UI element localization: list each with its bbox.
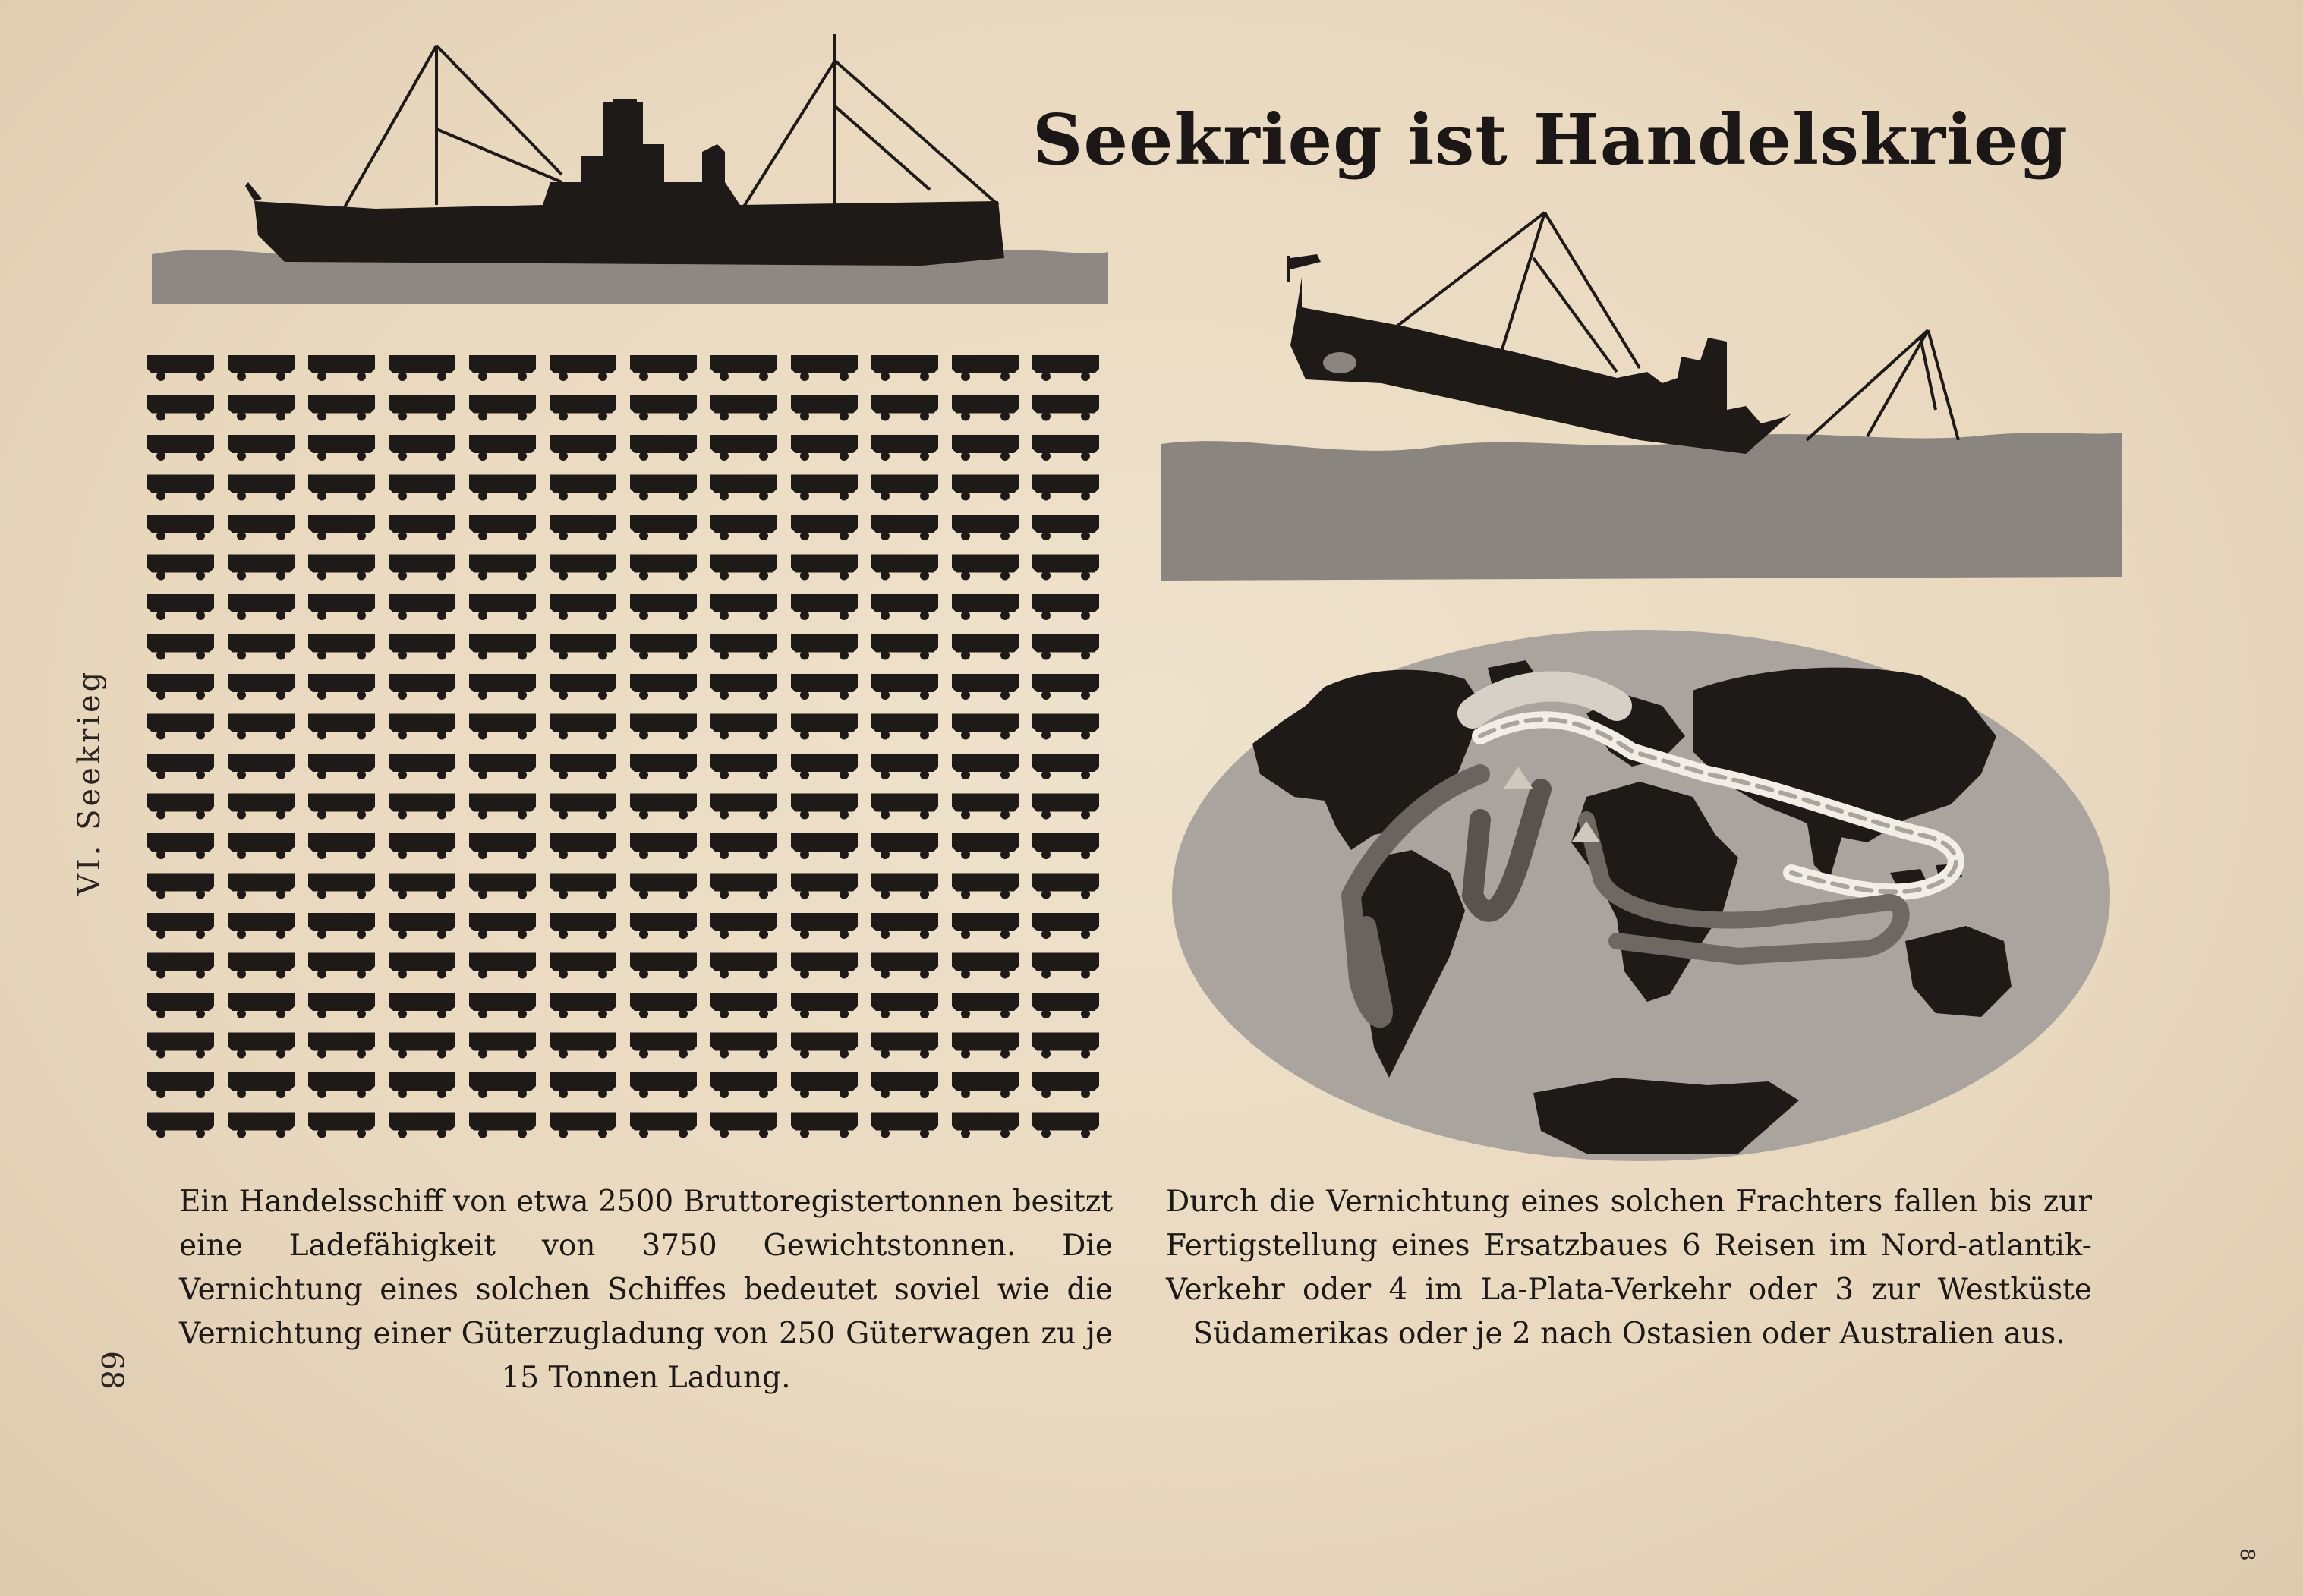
freight-wagon-icon bbox=[630, 515, 697, 540]
freight-wagon-icon bbox=[630, 874, 697, 899]
freight-wagon-icon bbox=[147, 634, 214, 660]
freight-wagon-icon bbox=[791, 794, 858, 820]
freight-wagon-icon bbox=[1032, 1033, 1099, 1059]
freight-wagon-icon bbox=[710, 953, 777, 979]
freight-wagon-icon bbox=[791, 754, 858, 779]
freight-wagon-icon bbox=[469, 395, 536, 421]
world-map-routes bbox=[1161, 622, 2122, 1169]
freight-wagon-icon bbox=[147, 714, 214, 740]
freight-wagon-icon bbox=[228, 555, 295, 581]
freight-wagon-icon bbox=[791, 913, 858, 939]
freight-wagon-icon bbox=[308, 913, 375, 939]
freight-wagon-icon bbox=[550, 674, 616, 700]
freight-wagon-icon bbox=[550, 594, 616, 620]
freight-wagon-icon bbox=[228, 515, 295, 540]
freight-wagon-icon bbox=[228, 435, 295, 461]
freight-wagon-icon bbox=[469, 634, 536, 660]
freight-wagon-icon bbox=[710, 594, 777, 620]
freight-wagon-icon bbox=[952, 1033, 1019, 1059]
freight-wagon-icon bbox=[469, 874, 536, 899]
freight-wagon-icon bbox=[147, 1072, 214, 1098]
freight-wagon-icon bbox=[550, 395, 616, 421]
freight-wagon-icon bbox=[710, 754, 777, 779]
section-label: VI. Seekrieg bbox=[72, 669, 107, 896]
freight-wagon-icon bbox=[1032, 1113, 1099, 1138]
freight-wagon-icon bbox=[871, 634, 938, 660]
freight-wagon-icon bbox=[1032, 435, 1099, 461]
freight-wagon-icon bbox=[147, 674, 214, 700]
freight-wagon-icon bbox=[952, 714, 1019, 740]
freight-wagon-icon bbox=[389, 714, 455, 740]
freight-wagon-icon bbox=[791, 475, 858, 501]
freight-wagon-icon bbox=[1032, 475, 1099, 501]
freight-wagon-icon bbox=[389, 993, 455, 1018]
freight-wagon-icon bbox=[389, 1033, 455, 1059]
freight-wagon-icon bbox=[308, 993, 375, 1018]
freight-wagon-icon bbox=[952, 555, 1019, 581]
freight-wagon-icon bbox=[710, 355, 777, 381]
freight-wagon-icon bbox=[710, 475, 777, 501]
freight-wagon-icon bbox=[550, 435, 616, 461]
freight-wagon-icon bbox=[308, 594, 375, 620]
freight-wagon-icon bbox=[871, 395, 938, 421]
freight-wagon-icon bbox=[1032, 794, 1099, 820]
freight-wagon-icon bbox=[630, 1072, 697, 1098]
freight-wagon-icon bbox=[630, 475, 697, 501]
freight-wagon-icon bbox=[1032, 355, 1099, 381]
freight-wagon-icon bbox=[710, 833, 777, 859]
freight-wagon-icon bbox=[147, 833, 214, 859]
freight-wagon-icon bbox=[389, 555, 455, 581]
freight-wagon-icon bbox=[147, 953, 214, 979]
freight-wagon-icon bbox=[147, 555, 214, 581]
freight-wagon-icon bbox=[469, 1033, 536, 1059]
freight-wagon-icon bbox=[952, 355, 1019, 381]
freight-wagon-icon bbox=[389, 794, 455, 820]
freight-wagon-icon bbox=[630, 1113, 697, 1138]
freight-wagon-icon bbox=[308, 634, 375, 660]
freight-wagon-icon bbox=[469, 833, 536, 859]
freight-wagon-icon bbox=[389, 594, 455, 620]
freight-wagon-icon bbox=[710, 395, 777, 421]
freight-wagon-icon bbox=[791, 1033, 858, 1059]
freight-wagon-icon bbox=[147, 754, 214, 779]
freight-wagon-icon bbox=[630, 355, 697, 381]
freight-wagon-icon bbox=[550, 1033, 616, 1059]
freight-wagon-icon bbox=[308, 1113, 375, 1138]
freight-wagon-icon bbox=[1032, 395, 1099, 421]
freight-wagon-icon bbox=[710, 634, 777, 660]
page-title: Seekrieg ist Handelskrieg bbox=[1032, 99, 2068, 181]
freight-wagon-icon bbox=[308, 435, 375, 461]
freight-wagon-icon bbox=[308, 555, 375, 581]
freight-wagon-icon bbox=[871, 435, 938, 461]
freight-wagon-icon bbox=[389, 833, 455, 859]
freight-wagon-icon bbox=[550, 874, 616, 899]
freight-wagon-icon bbox=[630, 555, 697, 581]
freight-wagon-icon bbox=[871, 794, 938, 820]
freight-wagon-icon bbox=[469, 953, 536, 979]
freight-wagon-icon bbox=[469, 674, 536, 700]
freight-wagon-icon bbox=[389, 674, 455, 700]
freight-wagon-icon bbox=[871, 714, 938, 740]
freight-wagon-icon bbox=[630, 714, 697, 740]
freight-wagon-icon bbox=[228, 953, 295, 979]
freight-wagon-icon bbox=[710, 1113, 777, 1138]
freight-wagon-icon bbox=[228, 794, 295, 820]
freight-wagon-icon bbox=[1032, 993, 1099, 1018]
freight-wagon-icon bbox=[630, 913, 697, 939]
freight-wagon-icon bbox=[147, 355, 214, 381]
freight-wagon-icon bbox=[871, 993, 938, 1018]
freight-wagon-icon bbox=[952, 515, 1019, 540]
freight-wagon-icon bbox=[710, 874, 777, 899]
freight-wagon-icon bbox=[550, 355, 616, 381]
freight-wagon-icon bbox=[952, 1072, 1019, 1098]
freight-wagon-icon bbox=[710, 714, 777, 740]
freight-wagon-icon bbox=[791, 355, 858, 381]
freight-wagon-icon bbox=[147, 874, 214, 899]
freight-wagon-icon bbox=[710, 674, 777, 700]
freight-wagon-icon bbox=[550, 475, 616, 501]
freight-wagon-icon bbox=[308, 1033, 375, 1059]
freight-wagon-icon bbox=[228, 594, 295, 620]
freight-wagon-icon bbox=[469, 355, 536, 381]
freight-wagon-icon bbox=[228, 714, 295, 740]
freight-wagon-icon bbox=[228, 913, 295, 939]
caption-lost-voyages: Durch die Vernichtung eines solchen Frachters fallen bis zur Fertigstellung eines Ersatzbaues 6 Reisen im Nord-atlantik-Verkehr oder 4 im La-Plata-Verkehr oder 3 zur Westküste Südamerikas oder je 2 nach Ostasien oder Australien aus. bbox=[1166, 1185, 2092, 1351]
freight-wagon-icon bbox=[228, 833, 295, 859]
freight-wagon-icon bbox=[791, 1072, 858, 1098]
freight-wagon-icon bbox=[308, 874, 375, 899]
freight-wagon-icon bbox=[952, 594, 1019, 620]
freight-wagon-icon bbox=[1032, 634, 1099, 660]
freight-wagon-icon bbox=[308, 355, 375, 381]
freight-wagon-icon bbox=[710, 515, 777, 540]
freight-wagon-icon bbox=[469, 435, 536, 461]
freight-wagon-icon bbox=[228, 475, 295, 501]
freight-wagon-icon bbox=[710, 435, 777, 461]
freight-wagon-icon bbox=[308, 794, 375, 820]
freight-wagon-icon bbox=[389, 1113, 455, 1138]
freight-wagon-icon bbox=[228, 1072, 295, 1098]
freight-wagon-icon bbox=[952, 435, 1019, 461]
freight-wagon-icon bbox=[791, 674, 858, 700]
freight-wagon-icon bbox=[469, 1072, 536, 1098]
freight-wagon-icon bbox=[1032, 515, 1099, 540]
freight-wagon-icon bbox=[389, 515, 455, 540]
freight-wagon-icon bbox=[308, 1072, 375, 1098]
freight-wagon-icon bbox=[710, 794, 777, 820]
sinking-ship-hull bbox=[1290, 277, 1791, 454]
freight-wagon-icon bbox=[952, 913, 1019, 939]
freight-wagon-icon bbox=[791, 874, 858, 899]
freight-wagon-icon bbox=[308, 674, 375, 700]
freight-wagon-icon bbox=[952, 475, 1019, 501]
freight-wagon-icon bbox=[1032, 874, 1099, 899]
freight-wagon-icon bbox=[469, 913, 536, 939]
freight-wagon-icon bbox=[871, 674, 938, 700]
freight-wagon-icon bbox=[469, 714, 536, 740]
freight-wagon-icon bbox=[871, 594, 938, 620]
freight-wagon-grid bbox=[137, 349, 1116, 1161]
merchant-ship-illustration bbox=[148, 30, 1112, 311]
freight-wagon-icon bbox=[550, 555, 616, 581]
freight-wagon-icon bbox=[871, 953, 938, 979]
freight-wagon-icon bbox=[791, 435, 858, 461]
freight-wagon-icon bbox=[550, 1113, 616, 1138]
freight-wagon-icon bbox=[308, 714, 375, 740]
freight-wagon-icon bbox=[389, 913, 455, 939]
freight-wagon-icon bbox=[710, 555, 777, 581]
freight-wagon-icon bbox=[1032, 555, 1099, 581]
freight-wagon-icon bbox=[1032, 674, 1099, 700]
freight-wagon-icon bbox=[147, 913, 214, 939]
freight-wagon-icon bbox=[469, 555, 536, 581]
freight-wagon-icon bbox=[630, 395, 697, 421]
freight-wagon-icon bbox=[550, 1072, 616, 1098]
sinking-ship-illustration bbox=[1161, 182, 2125, 584]
freight-wagon-icon bbox=[147, 1033, 214, 1059]
freight-wagon-icon bbox=[1032, 913, 1099, 939]
freight-wagon-icon bbox=[791, 515, 858, 540]
freight-wagon-icon bbox=[630, 634, 697, 660]
freight-wagon-icon bbox=[871, 874, 938, 899]
sea-band bbox=[1161, 433, 2122, 581]
freight-wagon-icon bbox=[871, 1113, 938, 1138]
freight-wagon-icon bbox=[228, 874, 295, 899]
freight-wagon-icon bbox=[630, 953, 697, 979]
freight-wagon-icon bbox=[228, 355, 295, 381]
freight-wagon-icon bbox=[389, 355, 455, 381]
freight-wagon-icon bbox=[550, 833, 616, 859]
freight-wagon-icon bbox=[389, 754, 455, 779]
freight-wagon-icon bbox=[630, 794, 697, 820]
freight-wagon-icon bbox=[147, 794, 214, 820]
freight-wagon-icon bbox=[791, 634, 858, 660]
freight-wagon-icon bbox=[630, 993, 697, 1018]
freight-wagon-icon bbox=[630, 435, 697, 461]
freight-wagon-icon bbox=[550, 993, 616, 1018]
freight-wagon-icon bbox=[469, 515, 536, 540]
freight-wagon-icon bbox=[147, 594, 214, 620]
freight-wagon-icon bbox=[952, 634, 1019, 660]
freight-wagon-icon bbox=[469, 794, 536, 820]
freight-wagon-icon bbox=[791, 714, 858, 740]
freight-wagon-icon bbox=[228, 1033, 295, 1059]
freight-wagon-icon bbox=[791, 833, 858, 859]
freight-wagon-icon bbox=[630, 674, 697, 700]
freight-wagon-icon bbox=[469, 993, 536, 1018]
freight-wagon-icon bbox=[389, 435, 455, 461]
freight-wagon-icon bbox=[952, 1113, 1019, 1138]
freight-wagon-icon bbox=[710, 1033, 777, 1059]
freight-wagon-icon bbox=[952, 833, 1019, 859]
freight-wagon-icon bbox=[710, 1072, 777, 1098]
freight-wagon-icon bbox=[228, 754, 295, 779]
freight-wagon-icon bbox=[630, 594, 697, 620]
freight-wagon-icon bbox=[952, 754, 1019, 779]
freight-wagon-icon bbox=[550, 754, 616, 779]
freight-wagon-icon bbox=[1032, 754, 1099, 779]
freight-wagon-icon bbox=[228, 634, 295, 660]
freight-wagon-icon bbox=[228, 395, 295, 421]
freight-wagon-icon bbox=[791, 395, 858, 421]
freight-wagon-icon bbox=[550, 794, 616, 820]
freight-wagon-icon bbox=[469, 1113, 536, 1138]
freight-wagon-icon bbox=[871, 913, 938, 939]
freight-wagon-icon bbox=[147, 395, 214, 421]
freight-wagon-icon bbox=[308, 395, 375, 421]
freight-wagon-icon bbox=[791, 993, 858, 1018]
freight-wagon-icon bbox=[228, 1113, 295, 1138]
freight-wagon-icon bbox=[389, 1072, 455, 1098]
freight-wagon-icon bbox=[1032, 594, 1099, 620]
freight-wagon-icon bbox=[469, 475, 536, 501]
freight-wagon-icon bbox=[469, 754, 536, 779]
freight-wagon-icon bbox=[147, 515, 214, 540]
freight-wagon-icon bbox=[147, 993, 214, 1018]
corner-mark: 8 bbox=[2235, 1548, 2258, 1561]
freight-wagon-icon bbox=[147, 1113, 214, 1138]
freight-wagon-icon bbox=[550, 515, 616, 540]
freight-wagon-icon bbox=[1032, 953, 1099, 979]
freight-wagon-icon bbox=[791, 953, 858, 979]
freight-wagon-icon bbox=[952, 874, 1019, 899]
freight-wagon-icon bbox=[308, 754, 375, 779]
freight-wagon-icon bbox=[871, 355, 938, 381]
freight-wagon-icon bbox=[550, 953, 616, 979]
freight-wagon-icon bbox=[952, 674, 1019, 700]
freight-wagon-icon bbox=[1032, 1072, 1099, 1098]
freight-wagon-icon bbox=[871, 1072, 938, 1098]
freight-wagon-icon bbox=[871, 754, 938, 779]
freight-wagon-icon bbox=[147, 435, 214, 461]
freight-wagon-icon bbox=[228, 674, 295, 700]
freight-wagon-icon bbox=[308, 515, 375, 540]
freight-wagon-icon bbox=[791, 555, 858, 581]
freight-wagon-icon bbox=[871, 833, 938, 859]
freight-wagon-icon bbox=[871, 475, 938, 501]
freight-wagon-icon bbox=[952, 395, 1019, 421]
freight-wagon-icon bbox=[308, 833, 375, 859]
freight-wagon-icon bbox=[550, 714, 616, 740]
freight-wagon-icon bbox=[952, 794, 1019, 820]
freight-wagon-icon bbox=[389, 953, 455, 979]
freight-wagon-icon bbox=[630, 754, 697, 779]
freight-wagon-icon bbox=[389, 874, 455, 899]
freight-wagon-icon bbox=[308, 953, 375, 979]
freight-wagon-icon bbox=[1032, 833, 1099, 859]
freight-wagon-icon bbox=[550, 634, 616, 660]
freight-wagon-icon bbox=[389, 475, 455, 501]
freight-wagon-icon bbox=[952, 953, 1019, 979]
freight-wagon-icon bbox=[630, 1033, 697, 1059]
freight-wagon-icon bbox=[469, 594, 536, 620]
freight-wagon-icon bbox=[308, 475, 375, 501]
freight-wagon-icon bbox=[871, 515, 938, 540]
freight-wagon-icon bbox=[791, 1113, 858, 1138]
freight-wagon-icon bbox=[147, 475, 214, 501]
caption-merchant-ship: Ein Handelsschiff von etwa 2500 Bruttoregistertonnen besitzt eine Ladefähigkeit von 3750 Gewichtstonnen. Die Vernichtung eines solchen Schiffes bedeutet soviel wie die Vernichtung einer Güterzugladung von 250 Güterwagen zu je 15 Tonnen Ladung. bbox=[179, 1185, 1113, 1395]
ship-hull bbox=[254, 102, 1004, 266]
freight-wagon-icon bbox=[550, 913, 616, 939]
freight-wagon-icon bbox=[710, 993, 777, 1018]
freight-wagon-icon bbox=[952, 993, 1019, 1018]
freight-wagon-icon bbox=[389, 395, 455, 421]
freight-wagon-icon bbox=[389, 634, 455, 660]
freight-wagon-icon bbox=[630, 833, 697, 859]
freight-wagon-icon bbox=[228, 993, 295, 1018]
freight-wagon-icon bbox=[791, 594, 858, 620]
freight-wagon-icon bbox=[871, 1033, 938, 1059]
freight-wagon-icon bbox=[1032, 714, 1099, 740]
page-number: 68 bbox=[94, 1351, 129, 1390]
freight-wagon-icon bbox=[871, 555, 938, 581]
freight-wagon-icon bbox=[710, 913, 777, 939]
